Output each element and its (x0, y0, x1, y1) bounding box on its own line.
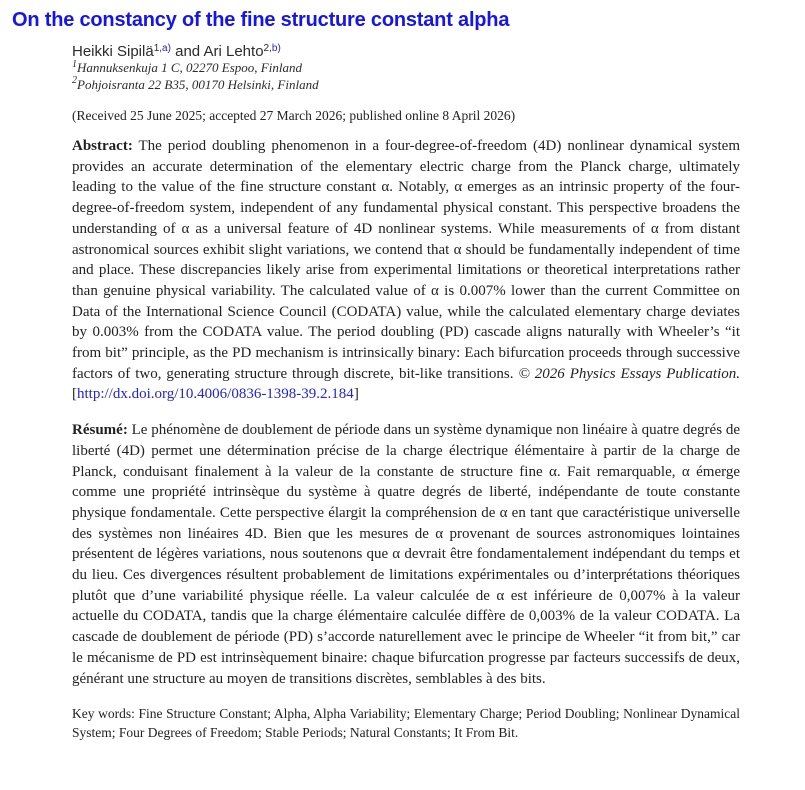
resume-label: Résumé: (72, 422, 128, 439)
paper-title: On the constancy of the fine structure constant alpha (12, 9, 510, 31)
author2-note-link[interactable]: b) (271, 42, 281, 54)
keywords-line: Key words: Fine Structure Constant; Alpha, Alpha Variability; Elementary Charge; Period Doubling; Nonlinear Dynamical System; Four Degrees of Freedom; Stable Periods; Natural Constants; It From Bit. (72, 706, 740, 741)
author1-note-link[interactable]: a) (162, 42, 171, 54)
doi-bracket-open: [ (72, 386, 77, 403)
author1-name: Heikki Sipilä (72, 43, 154, 60)
affiliation2-number: 2 (72, 75, 77, 86)
affiliation2-text: Pohjoisranta 22 B35, 00170 Helsinki, Finland (77, 76, 319, 92)
author2-affil-number: 2, (263, 42, 272, 54)
abstract-label: Abstract: (72, 138, 133, 154)
doi-link[interactable]: http://dx.doi.org/10.4006/0836-1398-39.2.184 (77, 386, 354, 403)
authors-connector: and (170, 43, 204, 60)
author2-superscript (264, 43, 281, 54)
resume-body: Le phénomène de doublement de période dans un système dynamique non linéaire à quatre degrés de liberté (4D) permet une détermination précise de la charge électrique élémentaire à partir de la charge de Planck, conduisant finalement à la valeur de la constante de structure fine α. Fait remarquable, α émerge comme une propriété intrinsèque du système à quatre degrés de liberté, indépendante de toute constante physique fondamentale. Cette perspective élargit la compréhension de α en tant que caractéristique universelle des systèmes non linéaires 4D. Bien que les mesures de α provenant de sources astronomiques lointaines présentent de légères variations, nous soutenons que α devrait être fondamentalement indépendant du temps et du lieu. Ces divergences résultent probablement de limitations expérimentales ou d’interprétations théoriques plutôt que d’une variabilité physique réelle. La valeur calculée de α est inférieure de 0,007% à la valeur actuelle du CODATA, tandis que la charge élémentaire calculée diffère de 0,003% de la valeur CODATA. La cascade de doublement de période (PD) s’accorde naturellement avec le principe de Wheeler “it from bit,” car le mécanisme de PD est intrinsèquement binaire: chaque bifurcation progresse par facteurs successifs de deux, générant une structure au moyen de transitions discrètes, semblables à des bits. (72, 422, 740, 687)
received-dates-line: (Received 25 June 2025; accepted 27 March 2026; published online 8 April 2026) (72, 108, 516, 123)
resume-paragraph (72, 420, 740, 689)
front-matter (72, 43, 740, 742)
author1-affil-number: 1, (153, 42, 163, 54)
authors-line (72, 43, 740, 60)
abstract-body: The period doubling phenomenon in a four-degree-of-freedom (4D) nonlinear dynamical system provides an accurate determination of the elementary electric charge from the Planck charge, ultimately leading to the value of the fine structure constant α. Notably, α emerges as an intrinsic property of the four-degree-of-freedom system, independent of any fundamental physical constant. This perspective broadens the understanding of α as a universal feature of 4D nonlinear systems. While measurements of α from distant astronomical sources exhibit slight variations, we contend that α should be fundamentally independent of time and place. These discrepancies likely arise from experimental limitations or theoretical interpretations rather than genuine physical variability. The calculated value of α is 0.007% lower than the current Committee on Data of the International Science Council (CODATA) value, while the calculated elementary charge deviates by 0.003% from the CODATA value. The period doubling (PD) cascade aligns naturally with Wheeler’s “it from bit” principle, as the PD mechanism is intrinsically binary: Each bifurcation proceeds through successive factors of two, generating structure through discrete, bit-like transitions. (72, 138, 740, 382)
doi-bracket-close: ] (353, 386, 359, 403)
affiliation1-number: 1 (72, 58, 77, 70)
affiliation-line-2 (72, 77, 740, 94)
author2-name: Ari Lehto (203, 43, 264, 60)
abstract-copyright: © 2026 Physics Essays Publication. (518, 365, 741, 382)
abstract-paragraph (72, 136, 740, 405)
affiliation-line-1 (72, 60, 740, 77)
author1-superscript (154, 43, 171, 54)
affiliation1-text: Hannuksenkuja 1 C, 02270 Espoo, Finland (77, 60, 302, 75)
